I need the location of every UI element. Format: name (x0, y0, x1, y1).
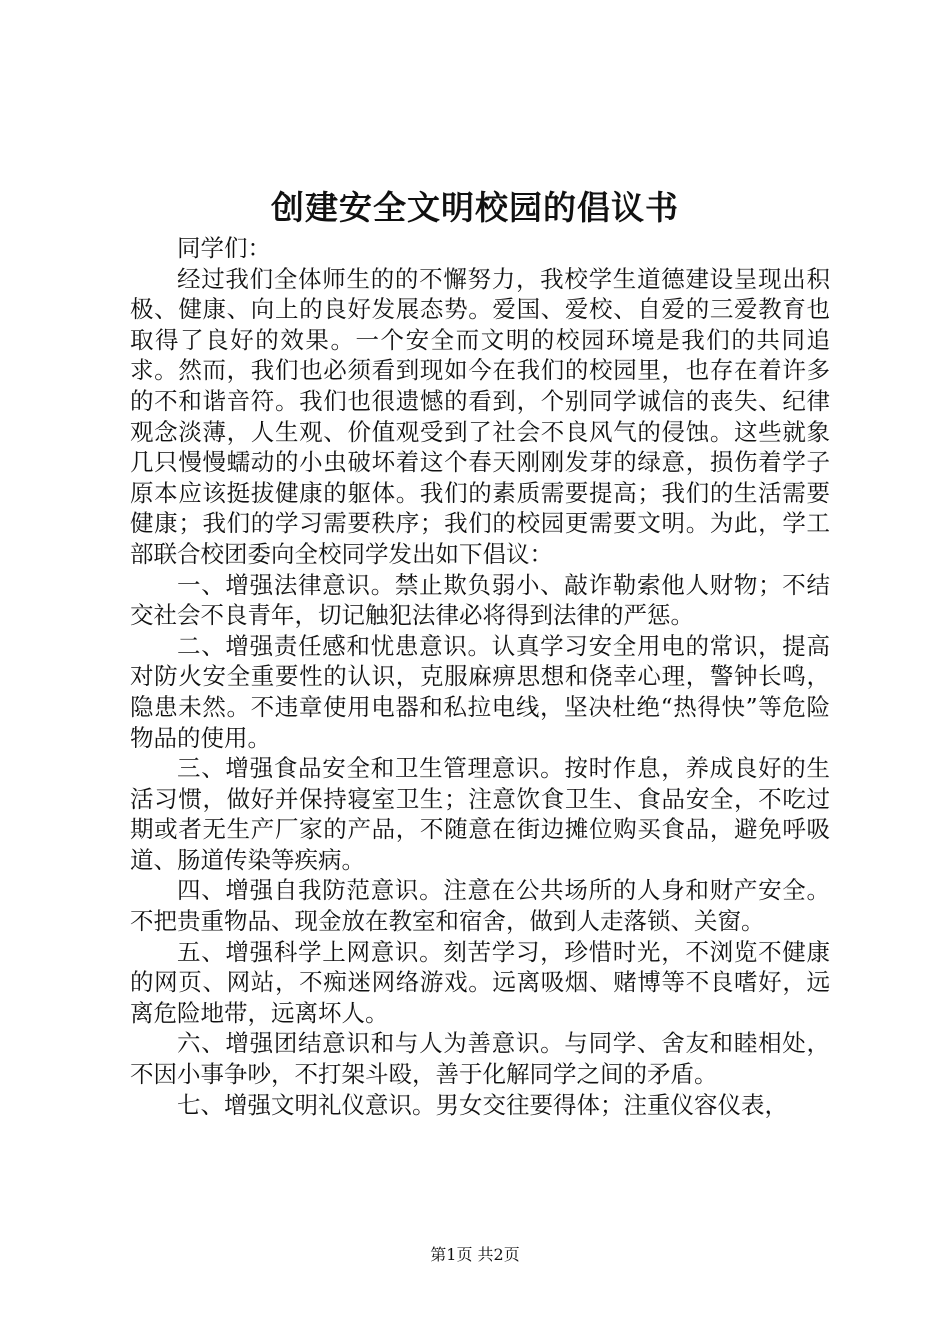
document-body (130, 233, 830, 1120)
paragraph-item-3: 三、增强食品安全和卫生管理意识。按时作息，养成良好的生活习惯，做好并保持寝室卫生；注意饮食卫生、食品安全，不吃过期或者无生产厂家的产品，不随意在街边摊位购买食品，避免呼吸道、肠道传染等疾病。 (130, 754, 830, 874)
salutation: 同学们： (177, 234, 271, 262)
paragraph-item-4: 四、增强自我防范意识。注意在公共场所的人身和财产安全。不把贵重物品、现金放在教室和宿舍，做到人走落锁、关窗。 (130, 876, 830, 936)
page-number-footer: 第1页 共2页 (430, 1245, 520, 1264)
paragraph-item-1: 一、增强法律意识。禁止欺负弱小、敲诈勒索他人财物；不结交社会不良青年，切记触犯法律必将得到法律的严惩。 (130, 570, 830, 630)
paragraph-intro: 经过我们全体师生的的不懈努力，我校学生道德建设呈现出积极、健康、向上的良好发展态势。爱国、爱校、自爱的三爱教育也取得了良好的效果。一个安全而文明的校园环境是我们的共同追求。然而，我们也必须看到现如今在我们的校园里，也存在着许多的不和谐音符。我们也很遗憾的看到，个别同学诚信的丧失、纪律观念淡薄，人生观、价值观受到了社会不良风气的侵蚀。这些就象几只慢慢蠕动的小虫破坏着这个春天刚刚发芽的绿意，损伤着学子原本应该挺拔健康的躯体。我们的素质需要提高；我们的生活需要健康；我们的学习需要秩序；我们的校园更需要文明。为此，学工部联合校团委向全校同学发出如下倡议： (130, 264, 830, 568)
paragraph-item-2: 二、增强责任感和忧患意识。认真学习安全用电的常识，提高对防火安全重要性的认识，克服麻痹思想和侥幸心理，警钟长鸣，隐患未然。不违章使用电器和私拉电线，坚决杜绝“热得快”等危险物品的使用。 (130, 631, 830, 752)
paragraph-item-6: 六、增强团结意识和与人为善意识。与同学、舍友和睦相处，不因小事争吵，不打架斗殴，善于化解同学之间的矛盾。 (130, 1029, 830, 1089)
paragraph-item-7: 七、增强文明礼仪意识。男女交往要得体；注重仪容仪表， (177, 1090, 788, 1119)
document-title: 创建安全文明校园的倡议书 (271, 188, 679, 227)
paragraph-item-5: 五、增强科学上网意识。刻苦学习，珍惜时光，不浏览不健康的网页、网站，不痴迷网络游戏。远离吸烟、赌博等不良嗜好，远离危险地带，远离坏人。 (130, 937, 830, 1027)
